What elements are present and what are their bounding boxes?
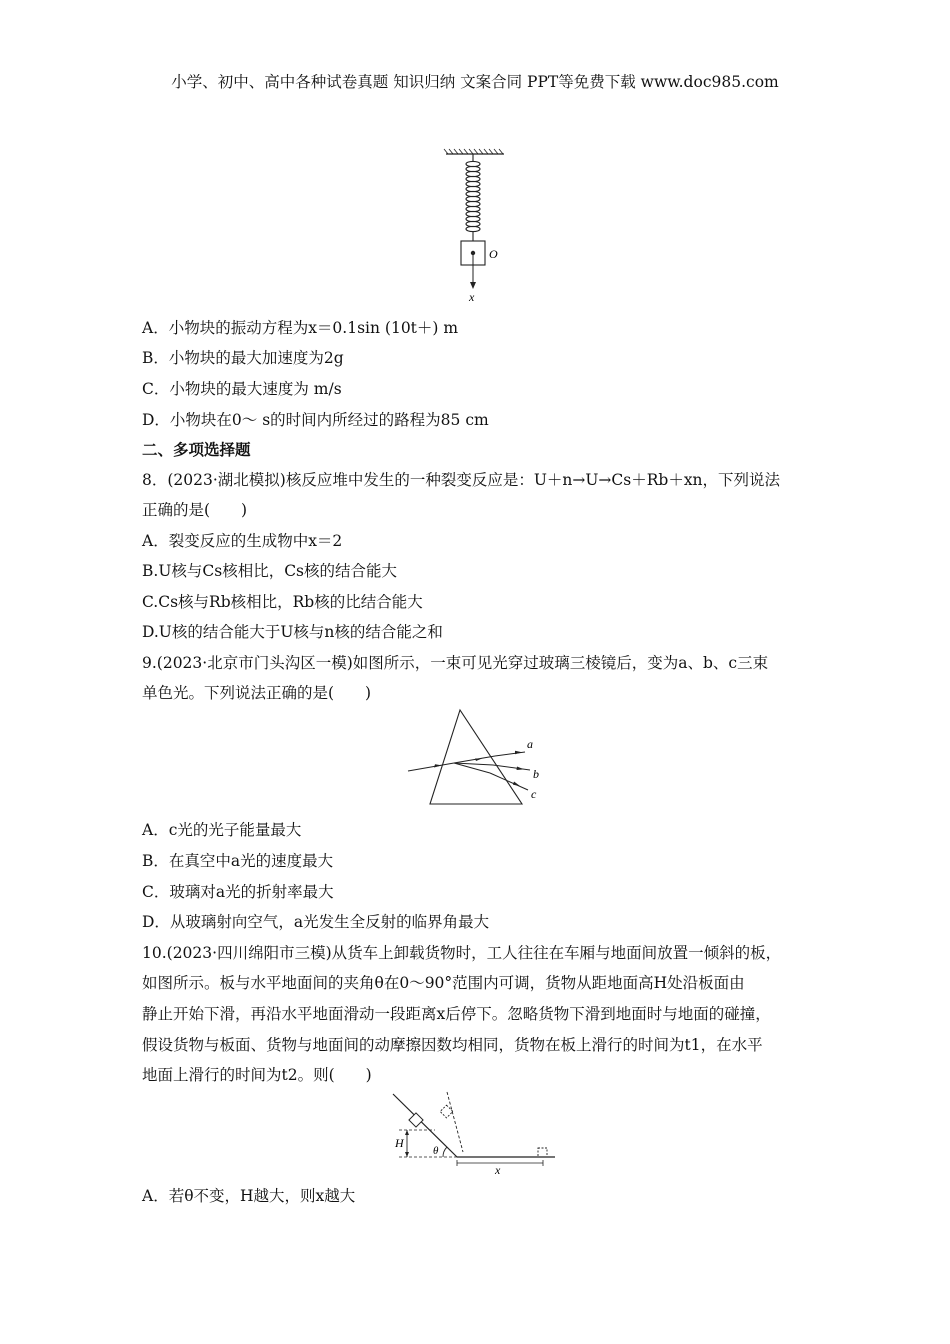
q8-option-a: A．裂变反应的生成物中x＝2: [142, 532, 343, 550]
q10-stem-line2: 如图所示。板与水平地面间的夹角θ在0～90°范围内可调，货物从距地面高H处沿板面由: [142, 974, 745, 992]
label-c: c: [531, 787, 537, 801]
incident-ray: [408, 763, 454, 771]
q7-option-c: C．小物块的最大速度为 m/s: [142, 380, 342, 398]
label-a: a: [527, 737, 533, 751]
q9-option-a: A．c光的光子能量最大: [142, 821, 302, 839]
q10-stem-line1: 10.(2023·四川绵阳市三模)从货车上卸载货物时，工人往往在车厢与地面间放置一倾斜的板，: [142, 944, 782, 962]
spring-coil: [466, 154, 480, 241]
q9-option-b: B．在真空中a光的速度最大: [142, 852, 334, 870]
label-x: x: [495, 1163, 501, 1177]
q9-option-c: C．玻璃对a光的折射率最大: [142, 883, 334, 901]
q8-stem-line1: 8．(2023·湖北模拟)核反应堆中发生的一种裂变反应是：U＋n→U→Cs＋Rb＋xn，下列说法: [142, 471, 781, 489]
q8-option-d: D.U核的结合能大于U核与n核的结合能之和: [142, 623, 443, 641]
q8-stem-line2: 正确的是( ): [142, 501, 248, 519]
label-h: H: [395, 1136, 404, 1150]
ray-c: [490, 773, 528, 790]
label-x: x: [469, 290, 475, 304]
q9-stem-line2: 单色光。下列说法正确的是( ): [142, 684, 372, 702]
q8-option-c: C.Cs核与Rb核相比，Rb核的比结合能大: [142, 593, 423, 611]
q10-stem-line3: 静止开始下滑，再沿水平地面滑动一段距离x后停下。忽略货物下滑到地面时与地面的碰撞，: [142, 1005, 771, 1023]
q8-option-b: B.U核与Cs核相比，Cs核的结合能大: [142, 562, 398, 580]
cargo-box: [409, 1113, 423, 1127]
q7-option-d: D．小物块在0～ s的时间内所经过的路程为85 cm: [142, 411, 489, 429]
section-heading: 二、多项选择题: [142, 440, 251, 459]
label-o: O: [489, 247, 498, 261]
prism: [430, 710, 522, 804]
label-b: b: [533, 767, 539, 781]
q10-option-a: A．若θ不变，H越大，则x越大: [142, 1187, 356, 1205]
q10-stem-line4: 假设货物与板面、货物与地面间的动摩擦因数均相同，货物在板上滑行的时间为t1，在水平: [142, 1036, 763, 1054]
label-theta: θ: [433, 1145, 439, 1157]
page-header: 小学、初中、高中各种试卷真题 知识归纳 文案合同 PPT等免费下载 www.doc985.com: [171, 73, 779, 91]
q7-option-a: A．小物块的振动方程为x＝0.1sin (10t＋) m: [142, 319, 459, 337]
spring-oscillator-figure: [440, 148, 510, 308]
q10-stem-line5: 地面上滑行的时间为t2。则( ): [142, 1066, 372, 1084]
cargo-box-final: [538, 1148, 547, 1157]
q9-option-d: D．从玻璃射向空气，a光发生全反射的临界角最大: [142, 913, 490, 931]
inclined-board-figure: [385, 1088, 560, 1176]
prism-figure: [400, 706, 560, 806]
q7-option-b: B．小物块的最大加速度为2g: [142, 349, 344, 367]
q9-stem-line1: 9.(2023·北京市门头沟区一模)如图所示，一束可见光穿过玻璃三棱镜后，变为a、b、c三束: [142, 654, 769, 672]
